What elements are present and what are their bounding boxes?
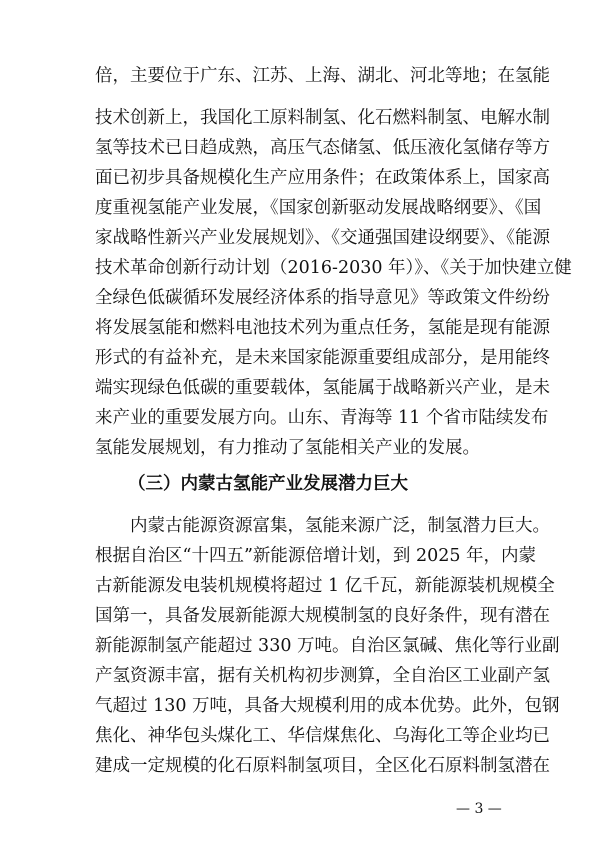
paragraph-line: 新能源制氢产能超过 330 万吨。自治区氯碱、焦化等行业副 xyxy=(95,636,560,656)
paragraph-line: 倍，主要位于广东、江苏、上海、湖北、河北等地；在氢能 xyxy=(95,66,550,86)
paragraph-line: 国第一，具备发展新能源大规模制氢的良好条件，现有潜在 xyxy=(95,606,550,626)
paragraph-line: 全绿色低碳循环发展经济体系的指导意见》等政策文件纷纷 xyxy=(95,288,550,308)
paragraph-line: 氢能发展规划，有力推动了氢能相关产业的发展。 xyxy=(95,438,480,458)
paragraph-line: 家战略性新兴产业发展规划》、《交通强国建设纲要》、《能源 xyxy=(95,228,550,248)
paragraph-line: 将发展氢能和燃料电池技术列为重点任务，氢能是现有能源 xyxy=(95,318,550,338)
paragraph-line: 气超过 130 万吨，具备大规模利用的成本优势。此外，包钢 xyxy=(95,696,560,716)
paragraph-line: 产氢资源丰富，据有关机构初步测算，全自治区工业副产氢 xyxy=(95,666,550,686)
paragraph-line: 根据自治区“十四五”新能源倍增计划，到 2025 年，内蒙 xyxy=(95,546,537,566)
page-number: — 3 — xyxy=(456,801,502,817)
section-heading: （三）内蒙古氢能产业发展潜力巨大 xyxy=(128,474,408,494)
paragraph-line: 技术创新上，我国化工原料制氢、化石燃料制氢、电解水制 xyxy=(95,108,550,128)
paragraph-line: 度重视氢能产业发展，《国家创新驱动发展战略纲要》、《国 xyxy=(95,198,542,218)
paragraph-line: 形式的有益补充，是未来国家能源重要组成部分，是用能终 xyxy=(95,348,550,368)
paragraph-line: 内蒙古能源资源富集，氢能来源广泛，制氢潜力巨大。 xyxy=(95,516,550,536)
paragraph-line: 端实现绿色低碳的重要载体，氢能属于战略新兴产业，是未 xyxy=(95,378,550,398)
paragraph-line: 面已初步具备规模化生产应用条件；在政策体系上，国家高 xyxy=(95,168,550,188)
paragraph-line: 古新能源发电装机规模将超过 1 亿千瓦，新能源装机规模全 xyxy=(95,576,555,596)
paragraph-line: 氢等技术已日趋成熟，高压气态储氢、低压液化氢储存等方 xyxy=(95,138,550,158)
paragraph-line: 技术革命创新行动计划（2016-2030 年）》、《关于加快建立健 xyxy=(95,258,572,278)
paragraph-line: 焦化、神华包头煤化工、华信煤焦化、乌海化工等企业均已 xyxy=(95,726,550,746)
paragraph-line: 建成一定规模的化石原料制氢项目，全区化石原料制氢潜在 xyxy=(95,756,550,776)
paragraph-line: 来产业的重要发展方向。山东、青海等 11 个省市陆续发布 xyxy=(95,408,549,428)
